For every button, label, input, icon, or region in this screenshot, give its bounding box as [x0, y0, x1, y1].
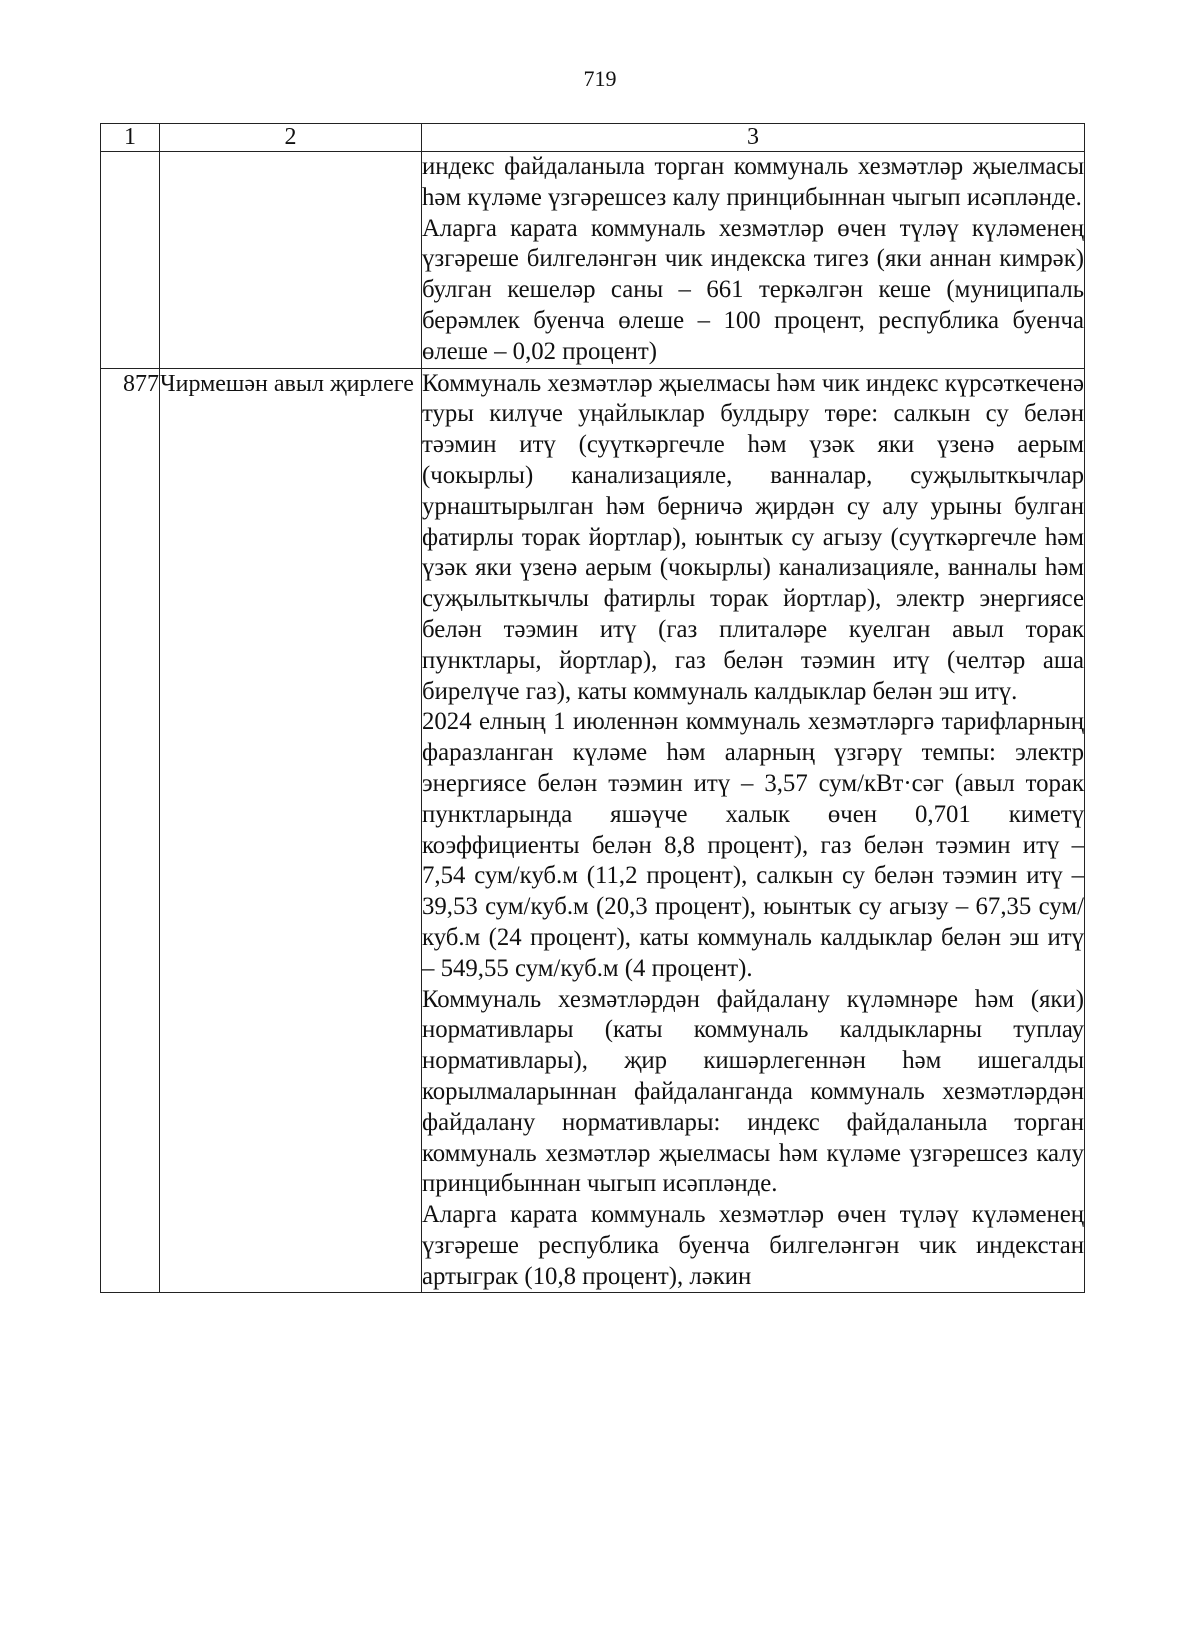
row-number-cell — [101, 152, 160, 369]
table-row-877 — [101, 368, 1085, 1293]
description-paragraph: Коммуналь хезмәтләр җыелмасы һәм чик индекс күрсәткеченә туры килүче уңайлыклар булдыру төре: салкын су белән тәэмин итү (суүткәргечле һәм үзәк яки үзенә аерым (чокырлы) канализацияле, ванналар, суҗылыткычлар урнаштырылган һәм берничә җирдән су алу урыны булган фатирлы торак йортлар), юынтык су агызу (суүткәргечле һәм үзәк яки үзенә аерым (чокырлы) канализацияле, ванналы һәм суҗылыткычлы фатирлы торак йортлар), электр энергиясе белән тәэмин итү (газ плиталәре куелган авыл торак пунктлары, йортлар), газ белән тәэмин итү (челтәр аша бирелүче газ), каты коммуналь калдыклар белән эш итү. — [422, 369, 1084, 705]
description-paragraph: Аларга карата коммуналь хезмәтләр өчен түләү күләменең үзгәреше республика буенча билгеләнгән чик индекстан артыграк (10,8 процент), ләкин — [422, 1201, 1084, 1290]
settlement-name-cell: Чирмешән авыл җирлеге — [160, 368, 422, 1293]
page-number: 719 — [583, 66, 617, 91]
column-header-1: 1 — [101, 124, 160, 152]
description-paragraph: Коммуналь хезмәтләрдән файдалану күләмнәре һәм (яки) нормативлары (каты коммуналь калдыкларны туплау нормативлары), җир кишәрлегеннән һәм ишегалды корылмаларыннан файдаланганда коммуналь хезмәтләрдән файдалану нормативлары: индекс файдаланыла торган коммуналь хезмәтләр җыелмасы һәм күләме үзгәрешсез калу принцибыннан чыгып исәпләнде. — [422, 985, 1084, 1198]
table-row-continuation — [101, 152, 1085, 369]
description-paragraph: индекс файдаланыла торган коммуналь хезмәтләр җыелмасы һәм күләме үзгәрешсез калу принцибыннан чыгып исәпләнде. — [422, 153, 1084, 211]
municipality-table — [100, 123, 1085, 1293]
settlement-name-cell — [160, 152, 422, 369]
table-header-row — [101, 124, 1085, 152]
description-cell — [422, 152, 1085, 369]
row-number-cell: 877 — [101, 368, 160, 1293]
column-header-3: 3 — [422, 124, 1085, 152]
column-header-2: 2 — [160, 124, 422, 152]
description-paragraph: 2024 елның 1 июленнән коммуналь хезмәтләргә тарифларның фаразланган күләме һәм аларның үзгәрү темпы: электр энергиясе белән тәэмин итү – 3,57 сум/кВт·сәг (авыл торак пунктларында яшәүче халык өчен 0,701 киметү коэффициенты белән 8,8 процент), газ белән тәэмин итү – 7,54 сум/куб.м (11,2 процент), салкын су белән тәэмин итү – 39,53 сум/куб.м (20,3 процент), юынтык су агызу – 67,35 сум/куб.м (24 процент), каты коммуналь калдыклар белән эш итү – 549,55 сум/куб.м (4 процент). — [422, 708, 1084, 982]
description-cell — [422, 368, 1085, 1293]
description-paragraph: Аларга карата коммуналь хезмәтләр өчен түләү күләменең үзгәреше билгеләнгән чик индекска тигез (яки аннан кимрәк) булган кешеләр саны – 661 теркәлгән кеше (муниципаль берәмлек буенча өлеше – 100 процент, республика буенча өлеше – 0,02 процент) — [422, 214, 1084, 365]
